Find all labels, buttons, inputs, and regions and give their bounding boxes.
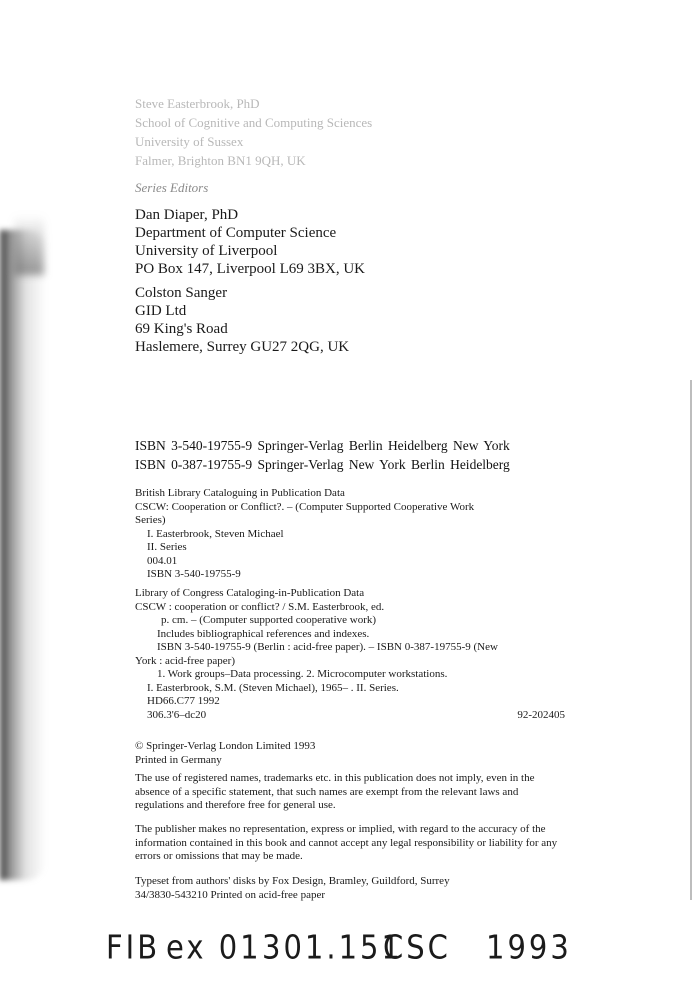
printed-in-line: Printed in Germany — [135, 753, 222, 766]
editor-line: Dan Diaper, PhD — [135, 207, 239, 223]
library-of-congress-cip — [135, 587, 565, 722]
editor-line: Colston Sanger — [135, 285, 228, 301]
cip-line: I. Easterbrook, Steven Michael — [147, 527, 284, 540]
author-school: School of Cognitive and Computing Sciences — [135, 115, 373, 130]
lc-includes-line: Includes bibliographical references and indexes. — [157, 627, 370, 640]
trademark-paragraph: The use of registered names, trademarks etc. in this publication does not imply, even in the absence of a specific statement, that such names are exempt from the relevant laws and regulations and therefore free for general use. — [135, 772, 535, 811]
typeset-line: Typeset from authors' disks by Fox Design, Bramley, Guildford, Surrey — [135, 875, 450, 887]
lc-dewey: 306.3'6–dc20 — [147, 708, 207, 721]
author-address: Falmer, Brighton BN1 9QH, UK — [135, 153, 306, 168]
copyright-notice — [135, 740, 315, 767]
british-library-cip — [135, 487, 474, 582]
lc-pages-line: p. cm. – (Computer supported cooperative work) — [161, 614, 377, 626]
cip-line: British Library Cataloguing in Publication Data — [135, 487, 345, 499]
series-editors-heading: Series Editors — [135, 180, 209, 195]
lc-subjects-line: 1. Work groups–Data processing. 2. Microcomputer workstations. — [157, 668, 448, 680]
lc-lccn: 92-202405 — [517, 708, 565, 721]
print-code-line: 34/3830-543210 Printed on acid-free paper — [135, 888, 325, 901]
handwritten-shelfmark: 1993 — [486, 927, 572, 967]
copyright-line: © Springer-Verlag London Limited 1993 — [135, 740, 316, 752]
editor-block-diaper — [135, 206, 365, 278]
isbn-line-newyork: ISBN 0-387-19755-9 Springer-Verlag New York Berlin Heidelberg — [135, 457, 510, 472]
editor-line: University of Liverpool — [135, 243, 278, 259]
handwritten-shelfmark: CSC — [383, 927, 451, 967]
typeset-block — [135, 875, 450, 902]
cip-line: Series) — [135, 514, 166, 526]
lc-authors-line: I. Easterbrook, S.M. (Steven Michael), 1965– . II. Series. — [147, 681, 399, 694]
cip-line: II. Series — [147, 541, 187, 553]
cip-line: 004.01 — [147, 554, 178, 567]
editor-line: Department of Computer Science — [135, 225, 337, 241]
handwritten-shelfmark: ex 01 — [166, 927, 262, 967]
editor-line: 69 King's Road — [135, 321, 228, 337]
editor-line: PO Box 147, Liverpool L69 3BX, UK — [135, 261, 365, 277]
cip-line: ISBN 3-540-19755-9 — [147, 568, 241, 580]
lc-class-line: HD66.C77 1992 — [147, 695, 220, 707]
author-name: Steve Easterbrook, PhD — [135, 96, 260, 111]
editor-line: Haslemere, Surrey GU27 2QG, UK — [135, 339, 350, 355]
handwritten-shelfmark: FIB — [106, 927, 161, 967]
isbn-block — [135, 436, 510, 474]
disclaimer-paragraph: The publisher makes no representation, express or implied, with regard to the accuracy of the information contained in this book and cannot accept any legal responsibility or liability for any errors or omissions that may be made. — [135, 823, 558, 862]
faded-author-address — [135, 94, 372, 170]
lc-heading: Library of Congress Cataloging-in-Publication Data — [135, 587, 365, 599]
lc-title-line: CSCW : cooperation or conflict? / S.M. Easterbrook, ed. — [135, 600, 385, 613]
handwritten-shelfmark: 301.151 — [262, 927, 403, 967]
editor-line: GID Ltd — [135, 303, 187, 319]
isbn-line-berlin: ISBN 3-540-19755-9 Springer-Verlag Berlin Heidelberg New York — [135, 438, 510, 453]
cip-line: CSCW: Cooperation or Conflict?. – (Computer Supported Cooperative Work — [135, 500, 475, 513]
lc-isbn-line: ISBN 3-540-19755-9 (Berlin : acid-free paper). – ISBN 0-387-19755-9 (New — [157, 641, 498, 653]
lc-york-line: York : acid-free paper) — [135, 654, 235, 667]
lc-dewey-row — [135, 709, 565, 723]
editor-block-sanger — [135, 284, 349, 356]
author-university: University of Sussex — [135, 134, 244, 149]
